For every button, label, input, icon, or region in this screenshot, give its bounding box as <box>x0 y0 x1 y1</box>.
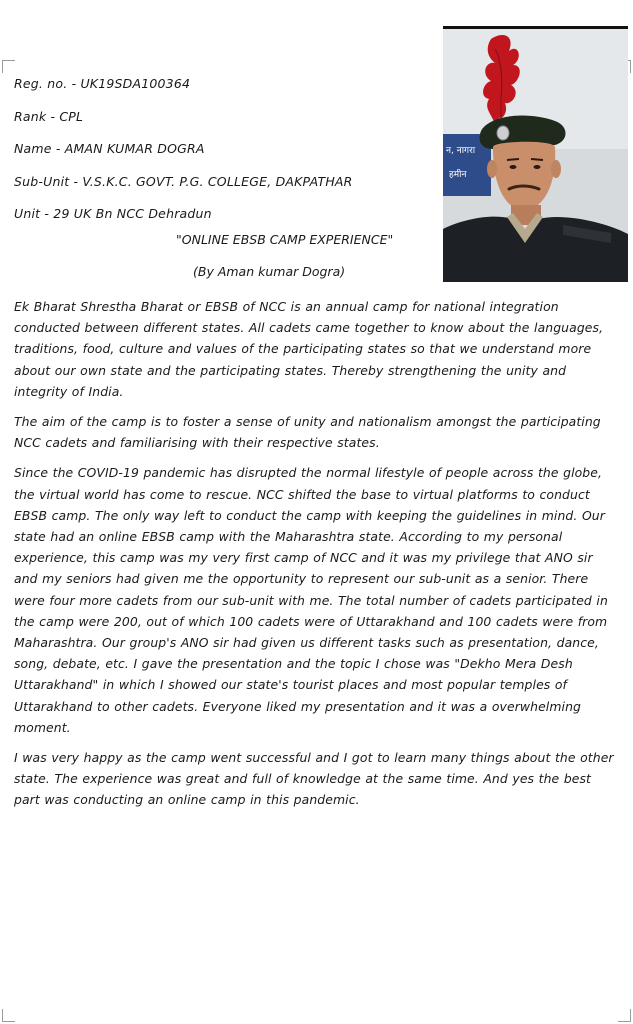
paragraph: Since the COVID-19 pandemic has disrupted the normal lifestyle of people across the globe, the virtual world has come to rescue. NCC shifted the base to virtual platforms to conduct EBSB camp. The only way left to conduct the camp with keeping the guidelines in mind. Our state had an online EBSB camp with the Maharashtra state. According to my personal experience, this camp was my very first camp of NCC and it was my privilege that ANO sir and my seniors had given me the opportunity to represent our sub-unit as a senior. There were four more cadets from our sub-unit with me. The total number of cadets participated in the camp were 200, out of which 100 cadets were of Uttarakhand and 100 cadets were from Maharashtra. Our group's ANO sir had given us different tasks such as presentation, dance, song, debate, etc. I gave the presentation and the topic I chose was "Dekho Mera Desh Uttarakhand" in which I showed our state's tourist places and most popular temples of Uttarakhand to other cadets. Everyone liked my presentation and it was a overwhelming moment. <box>14 465 608 735</box>
cadet-photo <box>443 26 628 282</box>
paragraph: Ek Bharat Shrestha Bharat or EBSB of NCC is an annual camp for national integration conducted between different states. All cadets came together to know about the languages, traditions, food, culture and values of the participating states so that we understand more about our own state and the participating states. Thereby strengthening the unity and integrity of India. <box>14 299 604 399</box>
sign-text-2: हमीन <box>449 170 467 180</box>
paragraph: I was very happy as the camp went successful and I got to learn many things about the other state. The experience was great and full of knowledge at the same time. And yes the best part was conducting an online camp in this pandemic. <box>14 750 614 808</box>
page-corner-mark <box>2 1009 15 1022</box>
sub-unit: Sub-Unit - V.S.K.C. GOVT. P.G. COLLEGE, DAKPATHAR <box>14 173 353 189</box>
sign-text-1: न, नागरा <box>446 146 476 156</box>
cadet-portrait-illustration <box>443 29 628 282</box>
paragraph: The aim of the camp is to foster a sense of unity and nationalism amongst the participating NCC cadets and familiarising with their respective states. <box>14 414 601 451</box>
rank: Rank - CPL <box>14 108 84 124</box>
page-corner-mark <box>618 1009 631 1022</box>
cadet-details <box>14 68 434 231</box>
unit: Unit - 29 UK Bn NCC Dehradun <box>14 206 212 221</box>
document-title: "ONLINE EBSB CAMP EXPERIENCE" <box>176 232 394 247</box>
byline: (By Aman kumar Dogra) <box>193 264 346 279</box>
reg-no: Reg. no. - UK19SDA100364 <box>14 76 191 91</box>
body-text <box>14 296 618 820</box>
cadet-name: Name - AMAN KUMAR DOGRA <box>14 141 205 156</box>
